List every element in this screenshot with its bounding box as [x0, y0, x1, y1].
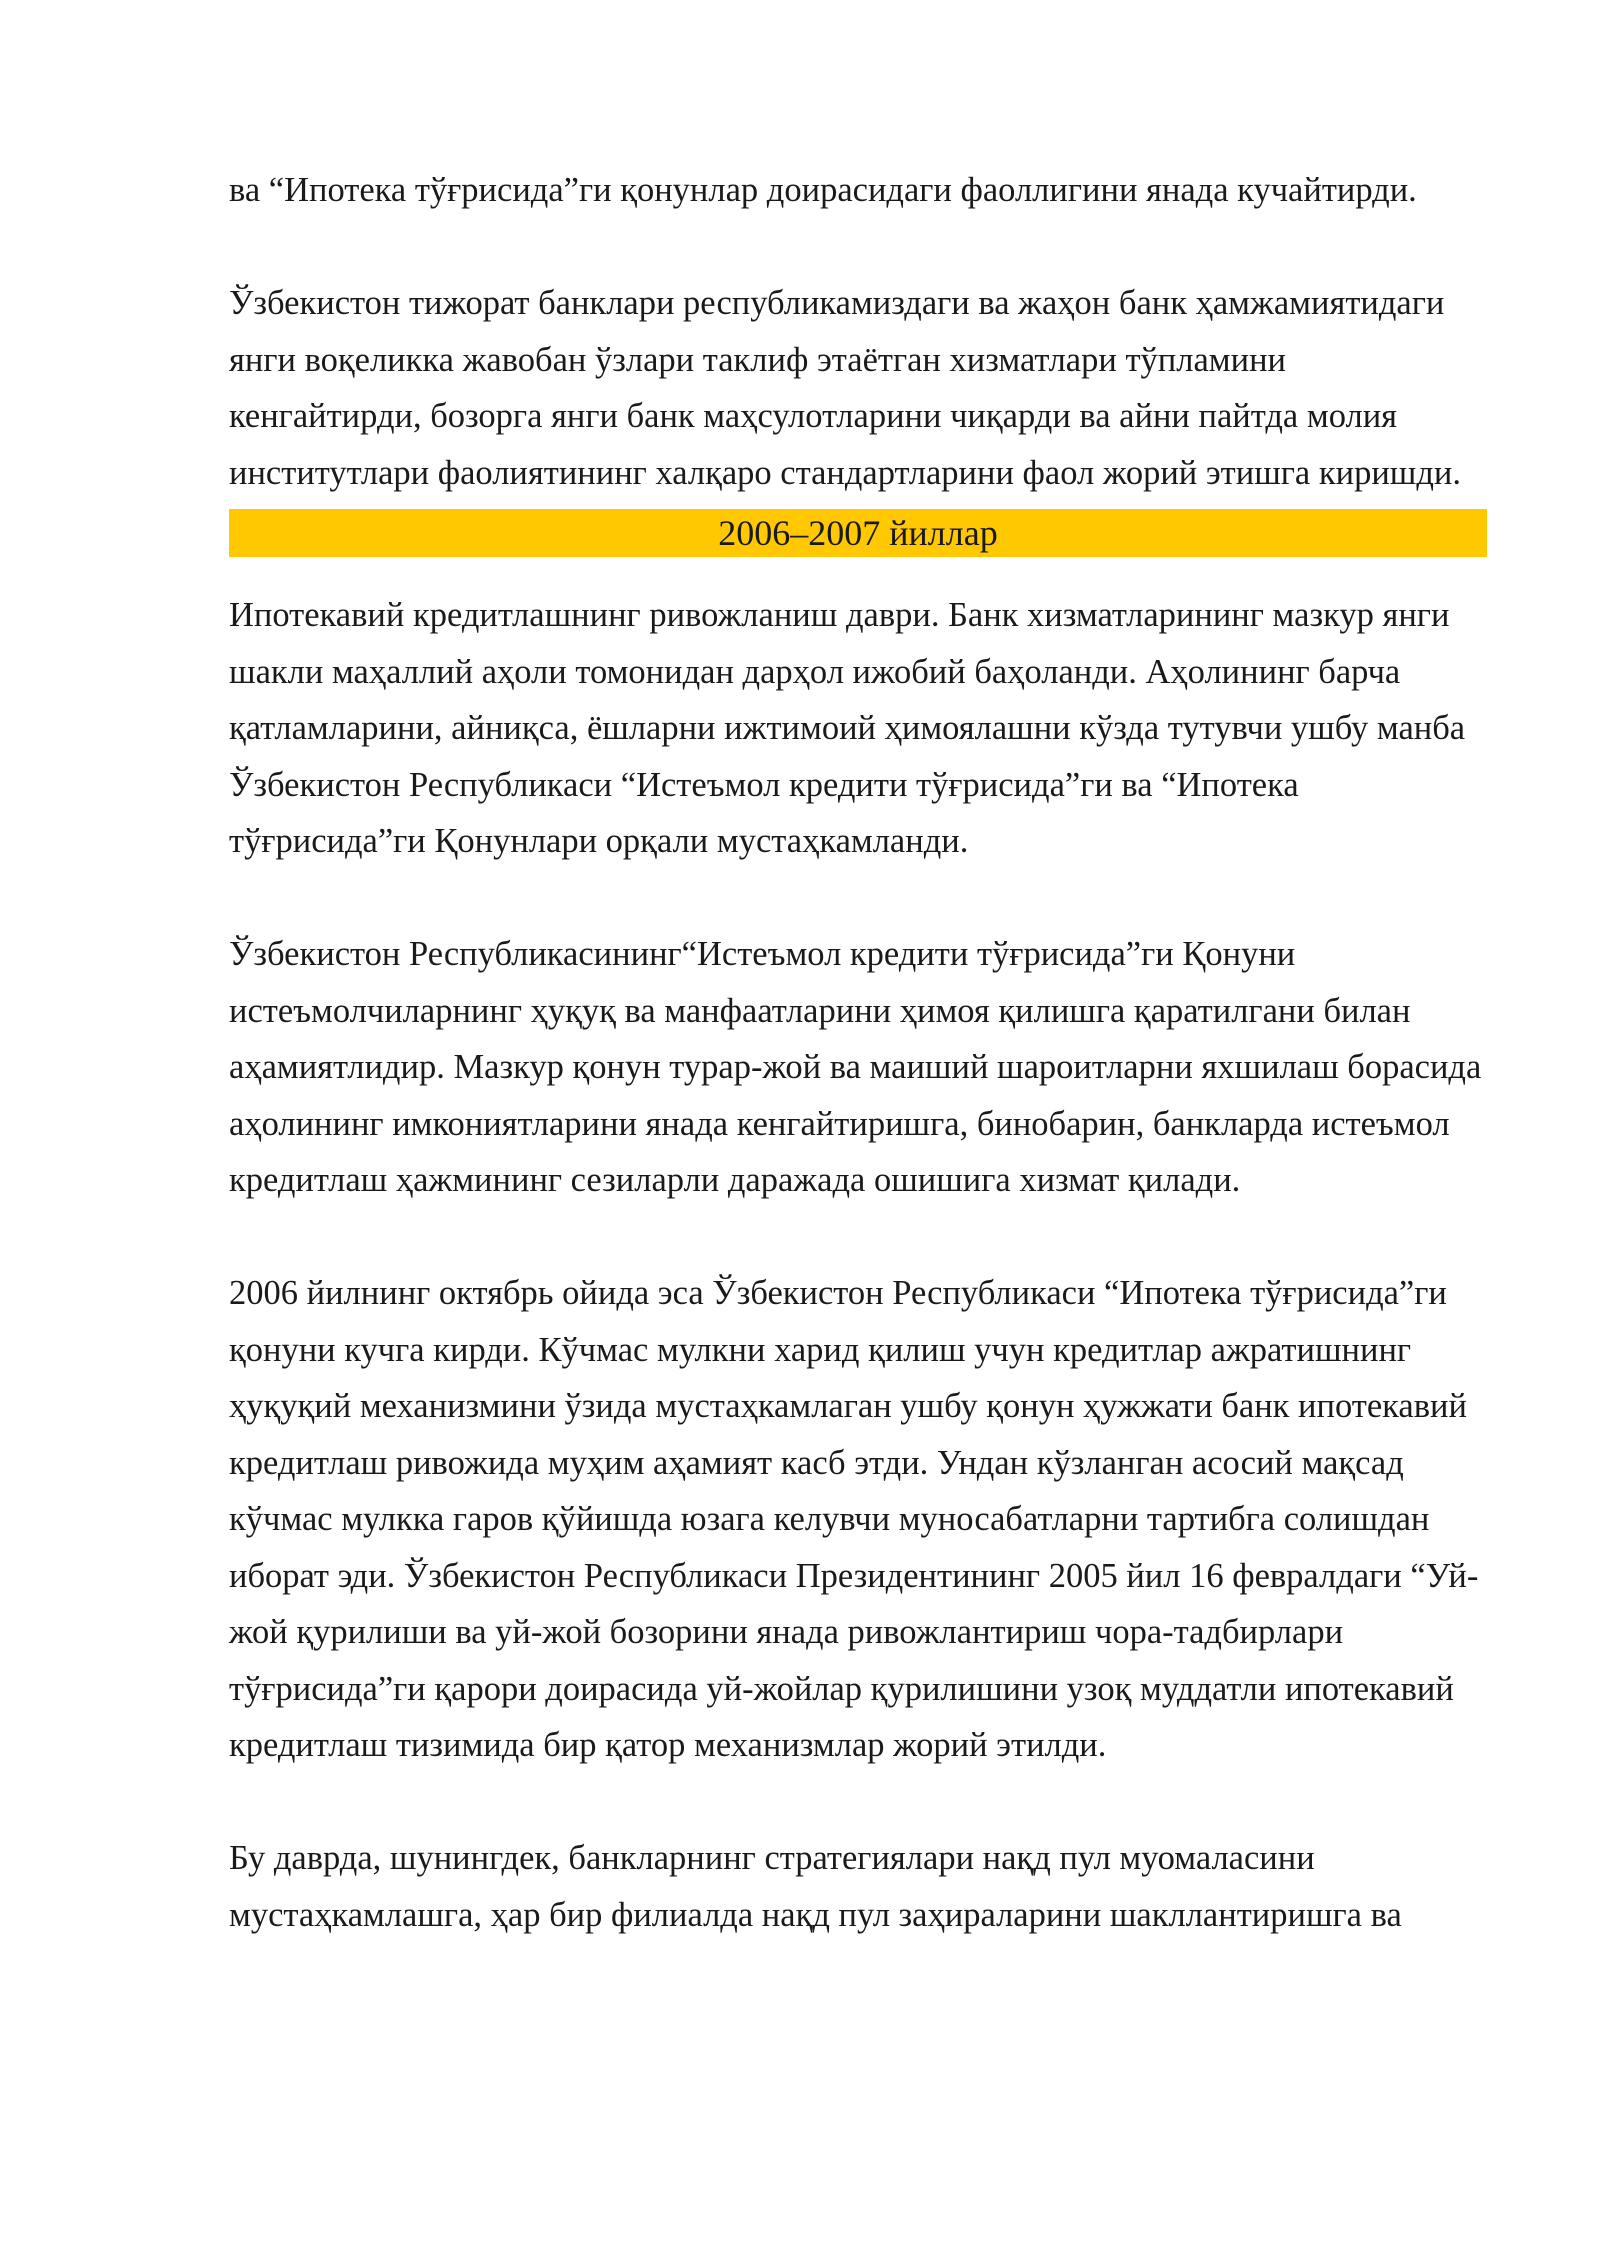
paragraph: Ўзбекистон тижорат банклари республикамиздаги ва жаҳон банк ҳамжамиятидаги янги воқеликка жавобан ўзлари таклиф этаётган хизматлари тўпламини кенгайтирди, бозорга янги банк маҳсулотларини чиқарди ва айни пайтда молия институтлари фаолиятининг халқаро стандартларини фаол жорий этишга киришди.	[229, 284, 1462, 492]
document-body	[229, 162, 1487, 2000]
paragraph: Ипотекавий кредитлашнинг ривожланиш даври. Банк хизматларининг мазкур янги шакли маҳаллий аҳоли томонидан дарҳол ижобий баҳоланди. Аҳолининг барча қатламларини, айниқса, ёшларни ижтимоий ҳимоялашни кўзда тутувчи ушбу манба Ўзбекистон Республикаси “Истеъмол кредити тўғрисида”ги ва “Ипотека тўғрисида”ги Қонунлари орқали мустаҳкамланди.	[229, 596, 1466, 860]
section-heading: 2006–2007 йиллар	[229, 509, 1487, 557]
paragraph: Бу даврда, шунингдек, банкларнинг стратегиялари нақд пул муомаласини мустаҳкамлашга, ҳар бир филиалда нақд пул заҳираларини шакллантиришга ва	[229, 1839, 1402, 1934]
paragraph: Ўзбекистон Республикасининг“Истеъмол кредити тўғрисида”ги Қонуни истеъмолчиларнинг ҳуқуқ ва манфаатларини ҳимоя қилишга қаратилгани билан аҳамиятлидир. Мазкур қонун турар-жой ва маиший шароитларни яхшилаш борасида аҳолининг имкониятларини янада кенгайтиришга, бинобарин, банкларда истеъмол кредитлаш ҳажмининг сезиларли даражада ошишига хизмат қилади.	[229, 935, 1482, 1199]
paragraph: ва “Ипотека тўғрисида”ги қонунлар доирасидаги фаоллигини янада кучайтирди.	[229, 171, 1417, 209]
paragraph: 2006 йилнинг октябрь ойида эса Ўзбекистон Республикаси “Ипотека тўғрисида”ги қонуни кучга кирди. Кўчмас мулкни харид қилиш учун кредитлар ажратишнинг ҳуқуқий механизмини ўзида мустаҳкамлаган ушбу қонун ҳужжати банк ипотекавий кредитлаш ривожида муҳим аҳамият касб этди. Ундан кўзланган асосий мақсад кўчмас мулкка гаров қўйишда юзага келувчи муносабатларни тартибга солишдан иборат эди. Ўзбекистон Республикаси Президентининг 2005 йил 16 февралдаги “Уй-жой қурилиши ва уй-жой бозорини янада ривожлантириш чора-тадбирлари тўғрисида”ги қарори доирасида уй-жойлар қурилишини узоқ муддатли ипотекавий кредитлаш тизимида бир қатор механизмлар жорий этилди.	[229, 1274, 1479, 1764]
